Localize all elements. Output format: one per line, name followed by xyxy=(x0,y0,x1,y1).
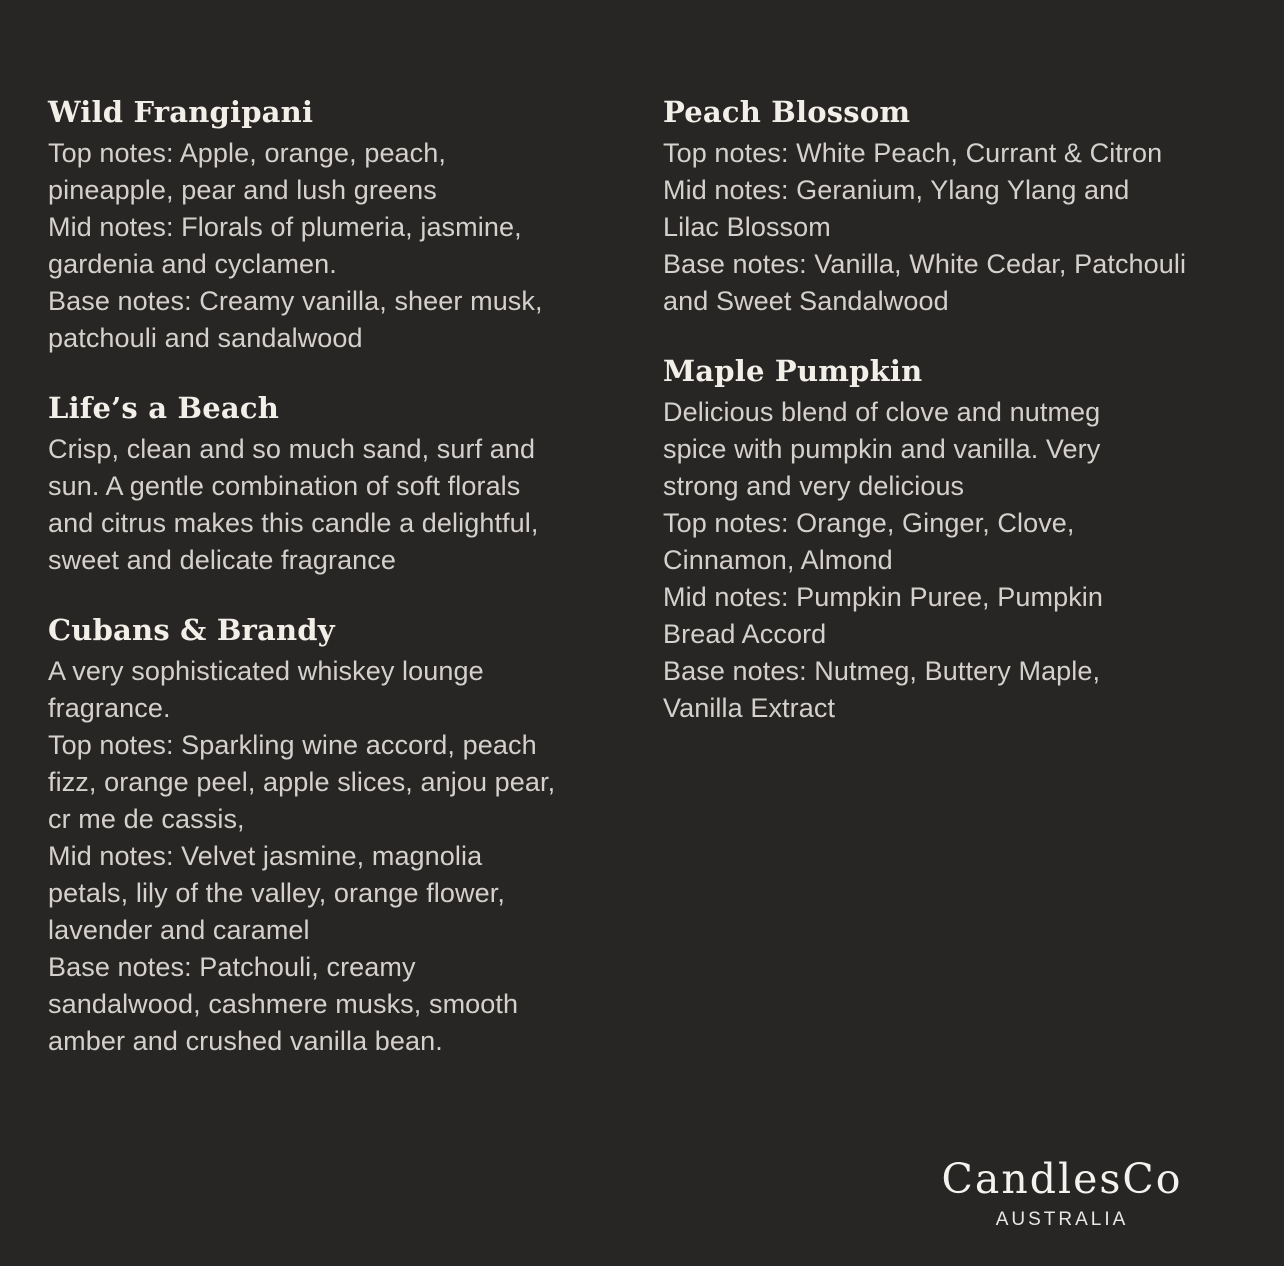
fragrance-notes-paragraph: Crisp, clean and so much sand, surf and sun. A gentle combination of soft florals and citrus makes this candle a delightful, sweet and delicate fragrance xyxy=(48,434,539,575)
fragrance-notes-paragraph: Delicious blend of clove and nutmeg spice with pumpkin and vanilla. Very strong and very delicious xyxy=(663,397,1101,501)
fragrance-notes-paragraph: Mid notes: Velvet jasmine, magnolia petals, lily of the valley, orange flower, lavender and caramel xyxy=(48,841,505,945)
fragrance-notes-paragraph: Base notes: Patchouli, creamy sandalwood, cashmere musks, smooth amber and crushed vanilla bean. xyxy=(48,952,519,1056)
brand-logo xyxy=(912,1156,1212,1231)
fragrance-section-peach-blossom xyxy=(663,95,1253,320)
fragrance-notes-paragraph: A very sophisticated whiskey lounge fragrance. xyxy=(48,656,484,723)
fragrance-title: Wild Frangipani xyxy=(48,95,314,129)
fragrance-section-maple-pumpkin xyxy=(663,354,1253,727)
fragrance-notes-paragraph: Mid notes: Florals of plumeria, jasmine, gardenia and cyclamen. xyxy=(48,212,522,279)
fragrance-title: Maple Pumpkin xyxy=(663,354,923,388)
fragrance-title: Cubans & Brandy xyxy=(48,613,335,647)
brand-name: CandlesCo xyxy=(941,1155,1183,1203)
fragrance-title: Peach Blossom xyxy=(663,95,911,129)
fragrance-notes-paragraph: Mid notes: Pumpkin Puree, Pumpkin Bread Accord xyxy=(663,582,1104,649)
fragrance-notes-paragraph: Mid notes: Geranium, Ylang Ylang and Lilac Blossom xyxy=(663,175,1130,242)
fragrance-section-life-s-a-beach xyxy=(48,391,614,579)
fragrance-notes-paragraph: Base notes: Creamy vanilla, sheer musk, patchouli and sandalwood xyxy=(48,286,543,353)
fragrance-notes-paragraph: Top notes: Orange, Ginger, Clove, Cinnamon, Almond xyxy=(663,508,1075,575)
fragrance-title: Life’s a Beach xyxy=(48,391,280,425)
brand-country: AUSTRALIA xyxy=(995,1209,1129,1230)
fragrance-notes-paragraph: Base notes: Vanilla, White Cedar, Patchouli and Sweet Sandalwood xyxy=(663,249,1187,316)
fragrance-notes-paragraph: Top notes: White Peach, Currant & Citron xyxy=(663,138,1163,168)
fragrance-notes-paragraph: Top notes: Apple, orange, peach, pineapple, pear and lush greens xyxy=(48,138,446,205)
fragrance-section-wild-frangipani xyxy=(48,95,614,357)
left-column xyxy=(48,95,614,1094)
right-column xyxy=(663,95,1253,1094)
fragrance-section-cubans-brandy xyxy=(48,613,614,1060)
fragrance-notes-paragraph: Base notes: Nutmeg, Buttery Maple, Vanilla Extract xyxy=(663,656,1101,723)
fragrance-notes-paragraph: Top notes: Sparkling wine accord, peach fizz, orange peel, apple slices, anjou pear, cr me de cassis, xyxy=(48,730,556,834)
